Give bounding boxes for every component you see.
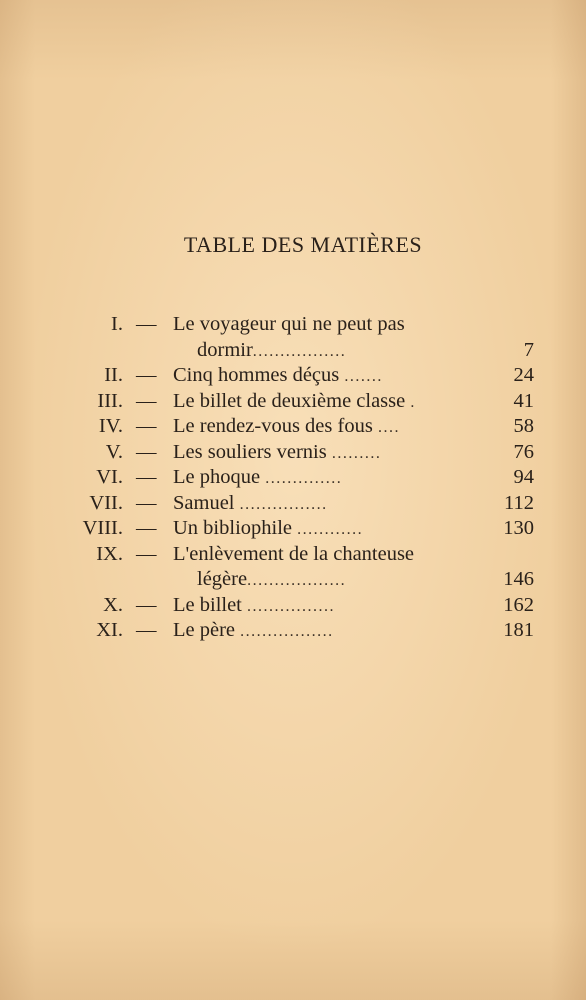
leader-dots: ......... — [331, 444, 382, 462]
chapter-title: Un bibliophile ............ — [173, 517, 364, 539]
toc-entry — [0, 465, 586, 491]
chapter-title: Les souliers vernis ......... — [173, 440, 382, 463]
leader-dots: . — [410, 393, 416, 411]
toc-entry — [0, 618, 586, 644]
toc-entry-continuation — [0, 567, 586, 593]
chapter-number: VI. — [96, 466, 123, 488]
dash: — — [136, 491, 157, 514]
chapter-number: IV. — [98, 415, 123, 437]
page-number: 76 — [513, 440, 534, 463]
toc-entry — [0, 414, 586, 440]
chapter-title: L'enlèvement de la chanteuse — [173, 542, 415, 565]
page-number: 162 — [503, 593, 534, 616]
dash: — — [136, 619, 157, 641]
leader-dots: ................. — [252, 342, 347, 360]
dash: — — [136, 593, 157, 616]
chapter-number: III. — [97, 389, 123, 412]
leader-dots: ............ — [297, 521, 364, 538]
toc-entry — [0, 593, 586, 619]
page-number: 58 — [513, 415, 534, 437]
chapter-title-continued: dormir................. — [197, 338, 347, 361]
dash: — — [136, 364, 157, 386]
page-number: 112 — [504, 491, 534, 514]
page-number: 41 — [513, 389, 534, 412]
toc-entry — [0, 389, 586, 415]
page-number: 146 — [503, 568, 534, 590]
page-number: 94 — [513, 466, 534, 488]
toc-entry — [0, 516, 586, 542]
chapter-title: Le billet de deuxième classe . — [173, 389, 416, 412]
toc-entry — [0, 363, 586, 389]
toc-entry — [0, 440, 586, 466]
chapter-number: V. — [105, 440, 123, 463]
table-of-contents — [0, 312, 586, 644]
leader-dots: ....... — [344, 368, 383, 385]
chapter-title: Samuel ................ — [173, 491, 328, 514]
dash: — — [136, 313, 157, 335]
page-number: 7 — [523, 338, 534, 361]
chapter-title: Le phoque .............. — [173, 466, 343, 488]
chapter-number: XI. — [96, 619, 123, 641]
chapter-number: II. — [104, 364, 123, 386]
toc-entry — [0, 491, 586, 517]
toc-entry — [0, 312, 586, 338]
chapter-title: Le père ................. — [173, 619, 334, 641]
page-number: 130 — [503, 517, 534, 539]
leader-dots: ................ — [239, 495, 328, 513]
page-number: 181 — [503, 619, 534, 641]
chapter-number: VII. — [89, 491, 123, 514]
toc-entry-continuation — [0, 338, 586, 364]
chapter-title: Le voyageur qui ne peut pas — [173, 313, 405, 335]
page-title: TABLE DES MATIÈRES — [183, 232, 423, 257]
leader-dots: .... — [377, 419, 400, 436]
toc-entry — [0, 542, 586, 568]
dash: — — [136, 389, 157, 412]
page-number: 24 — [513, 364, 534, 386]
chapter-title: Cinq hommes déçus ....... — [173, 364, 383, 386]
dash: — — [136, 542, 157, 565]
chapter-number: I. — [111, 313, 123, 335]
leader-dots: .................. — [247, 572, 347, 589]
dash: — — [136, 415, 157, 437]
chapter-title: Le rendez-vous des fous .... — [173, 415, 400, 437]
chapter-number: X. — [103, 593, 123, 616]
dash: — — [136, 517, 157, 539]
leader-dots: ................ — [247, 597, 336, 615]
dash: — — [136, 440, 157, 463]
chapter-title-continued: légère.................. — [197, 568, 347, 590]
dash: — — [136, 466, 157, 488]
chapter-number: VIII. — [82, 517, 123, 539]
chapter-number: IX. — [96, 542, 123, 565]
leader-dots: ................. — [240, 623, 334, 640]
chapter-title: Le billet ................ — [173, 593, 336, 616]
leader-dots: .............. — [265, 470, 343, 487]
